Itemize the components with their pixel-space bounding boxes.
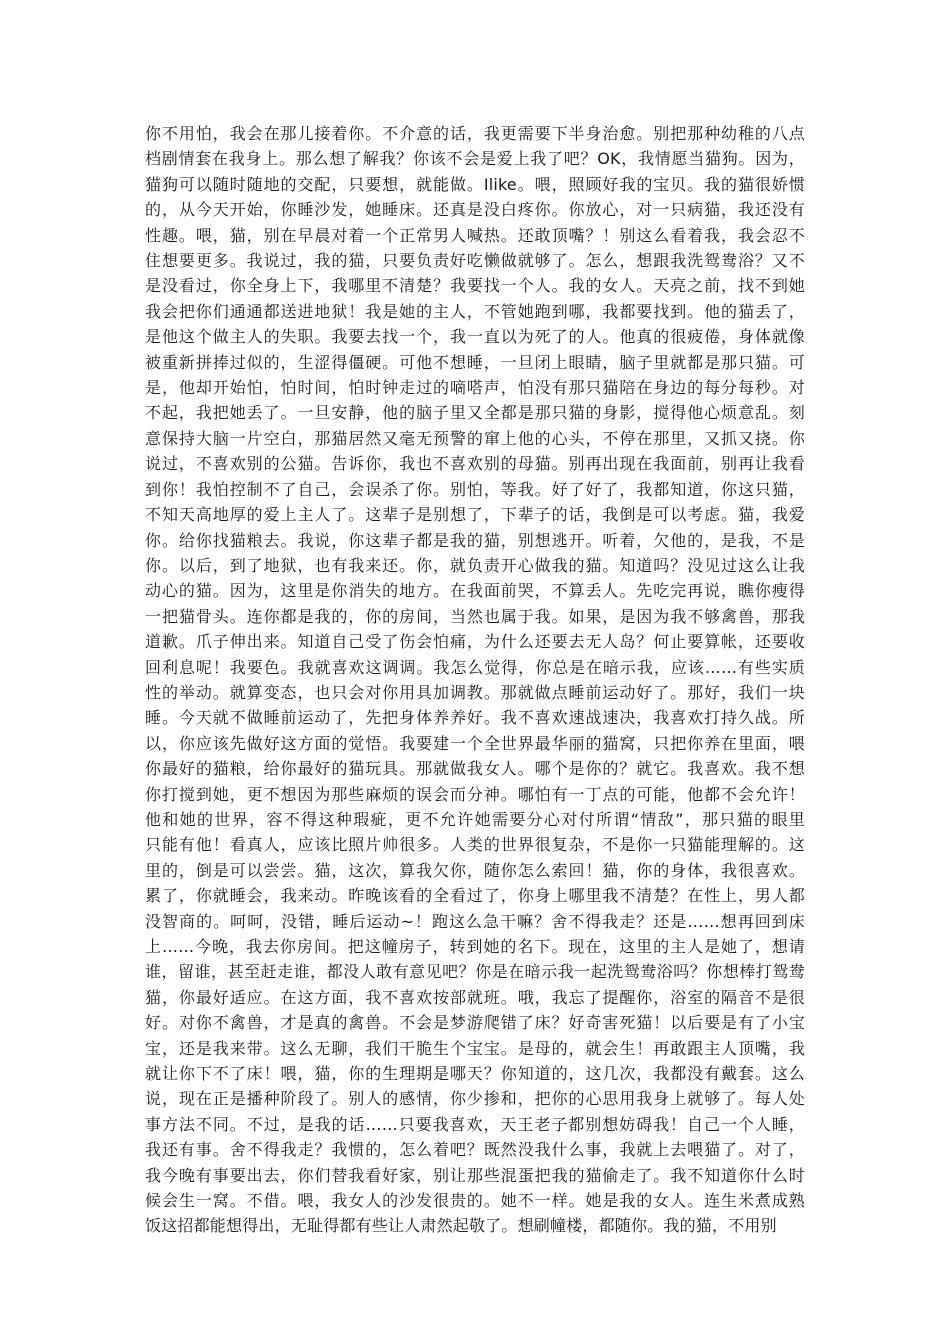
text-line: 你。给你找猫粮去。我说，你这辈子都是我的猫，别想逃开。听着，欠他的，是我，不是	[145, 530, 805, 550]
text-line: 你不用怕，我会在那儿接着你。不介意的话，我更需要下半身治愈。别把那种幼稚的八点	[145, 124, 805, 143]
text-line: 累了，你就睡会，我来动。昨晚该看的全看过了，你身上哪里我不清楚？在性上，男人都	[145, 886, 805, 906]
text-line: 饭这招都能想得出，无耻得都有些让人肃然起敬了。想刷幢楼，都随你。我的猫，不用别	[145, 1216, 777, 1236]
text-line: 回利息呢！我要色。我就喜欢这调调。我怎么觉得，你总是在暗示我，应该……有些实质	[145, 657, 805, 677]
text-line: 猫，你最好适应。在这方面，我不喜欢按部就班。哦，我忘了提醒你，浴室的隔音不是很	[145, 987, 805, 1007]
text-line: 是，他却开始怕，怕时间，怕时钟走过的嘀嗒声，怕没有那只猫陪在身边的每分每秒。对	[145, 378, 805, 398]
text-line: 的，从今天开始，你睡沙发，她睡床。还真是没白疼你。你放心，对一只病猫，我还没有	[145, 200, 805, 220]
text-line: 说过，不喜欢别的公猫。告诉你，我也不喜欢别的母猫。别再出现在我面前，别再让我看	[145, 454, 805, 474]
text-line: 不起，我把她丢了。一旦安静，他的脑子里又全都是那只猫的身影，搅得他心烦意乱。刻	[145, 403, 805, 423]
text-line: 说，现在正是播种阶段了。别人的感情，你少掺和，把你的心思用我身上就够了。每人处	[145, 1089, 805, 1109]
text-line: 一把猫骨头。连你都是我的，你的房间，当然也属于我。如果，是因为我不够禽兽，那我	[145, 606, 805, 626]
text-line: 事方法不同。不过，是我的话……只要我喜欢，天王老子都别想妨碍我！自己一个人睡，	[145, 1114, 805, 1134]
text-line: 他和她的世界，容不得这种瑕疵，更不允许她需要分心对付所谓“情敌”，那只猫的眼里	[145, 809, 805, 829]
text-line: 你打搅到她，更不想因为那些麻烦的误会而分神。哪怕有一丁点的可能，他都不会允许！	[145, 784, 805, 804]
text-line: 到你！我怕控制不了自己，会误杀了你。别怕，等我。好了好了，我都知道，你这只猫，	[145, 479, 805, 499]
text-line: 档剧情套在我身上。那么想了解我？你该不会是爱上我了吧？OK，我情愿当猫狗。因为，	[145, 149, 805, 169]
text-line: 宝，还是我来带。这么无聊，我们干脆生个宝宝。是母的，就会生！再敢跟主人顶嘴，我	[145, 1038, 805, 1058]
text-line: 我还有事。舍不得我走？我惯的，怎么着吧？既然没我什么事，我就上去喂猫了。对了，	[145, 1140, 805, 1160]
text-line: 睡。今天就不做睡前运动了，先把身体养养好。我不喜欢速战速决，我喜欢打持久战。所	[145, 708, 805, 728]
text-line: 你。以后，到了地狱，也有我来还。你，就负责开心做我的猫。知道吗？没见过这么让我	[145, 555, 805, 575]
text-line: 猫狗可以随时随地的交配，只要想，就能做。Ilike。喂，照顾好我的宝贝。我的猫很娇惯	[145, 174, 805, 194]
text-line: 好。对你不禽兽，才是真的禽兽。不会是梦游爬错了床？好奇害死猫！以后要是有了小宝	[145, 1013, 805, 1033]
text-line: 动心的猫。因为，这里是你消失的地方。在我面前哭，不算丢人。先吃完再说，瞧你瘦得	[145, 581, 805, 601]
text-line: 是没看过，你全身上下，我哪里不清楚？我要找一个人。我的女人。天亮之前，找不到她	[145, 276, 805, 296]
text-line: 谁，留谁，甚至赶走谁，都没人敢有意见吧？你是在暗示我一起洗鸳鸯浴吗？你想棒打鸳鸯	[145, 962, 805, 982]
text-line: 我会把你们通通都送进地狱！我是她的主人，不管她跑到哪，我都要找到。他的猫丢了，	[145, 301, 805, 321]
text-line: 性的举动。就算变态，也只会对你用具加调教。那就做点睡前运动好了。那好，我们一块	[145, 682, 805, 702]
text-line: 性趣。喂，猫，别在早晨对着一个正常男人喊热。还敢顶嘴？！别这么看着我，我会忍不	[145, 225, 805, 245]
text-line: 住想要更多。我说过，我的猫，只要负责好吃懒做就够了。怎么，想跟我洗鸳鸯浴？又不	[145, 251, 805, 271]
text-line: 是他这个做主人的失职。我要去找一个，我一直以为死了的人。他真的很疲倦，身体就像	[145, 327, 805, 347]
text-line: 被重新拼捧过似的，生涩得僵硬。可他不想睡，一旦闭上眼睛，脑子里就都是那只猫。可	[145, 352, 805, 372]
text-line: 候会生一窝。不借。喂，我女人的沙发很贵的。她不一样。她是我的女人。连生米煮成熟	[145, 1191, 805, 1211]
document-body	[145, 121, 805, 1239]
text-line: 就让你下不了床！喂，猫，你的生理期是哪天？你知道的，这几次，我都没有戴套。这么	[145, 1064, 805, 1084]
text-line: 上……今晚，我去你房间。把这幢房子，转到她的名下。现在，这里的主人是她了，想请	[145, 937, 805, 956]
text-line: 你最好的猫粮，给你最好的猫玩具。那就做我女人。哪个是你的？就它。我喜欢。我不想	[145, 759, 805, 779]
text-line: 以，你应该先做好这方面的觉悟。我要建一个全世界最华丽的猫窝，只把你养在里面，喂	[145, 733, 805, 753]
text-line: 只能有他！看真人，应该比照片帅很多。人类的世界很复杂，不是你一只猫能理解的。这	[145, 835, 805, 855]
text-line: 道歉。爪子伸出来。知道自己受了伤会怕痛，为什么还要去无人岛？何止要算帐，还要收	[145, 632, 805, 652]
text-line: 我今晚有事要出去，你们替我看好家，别让那些混蛋把我的猫偷走了。我不知道你什么时	[145, 1165, 805, 1185]
text-line: 不知天高地厚的爱上主人了。这辈子是别想了，下辈子的话，我倒是可以考虑。猫，我爱	[145, 505, 805, 525]
text-line: 里的，倒是可以尝尝。猫，这次，算我欠你，随你怎么索回！猫，你的身体，我很喜欢。	[145, 860, 805, 880]
text-line: 意保持大脑一片空白，那猫居然又毫无预警的窜上他的心头，不停在那里，又抓又挠。你	[145, 428, 805, 448]
text-line: 没智商的。呵呵，没错，睡后运动~！跑这么急干嘛？舍不得我走？还是……想再回到床	[145, 911, 805, 931]
